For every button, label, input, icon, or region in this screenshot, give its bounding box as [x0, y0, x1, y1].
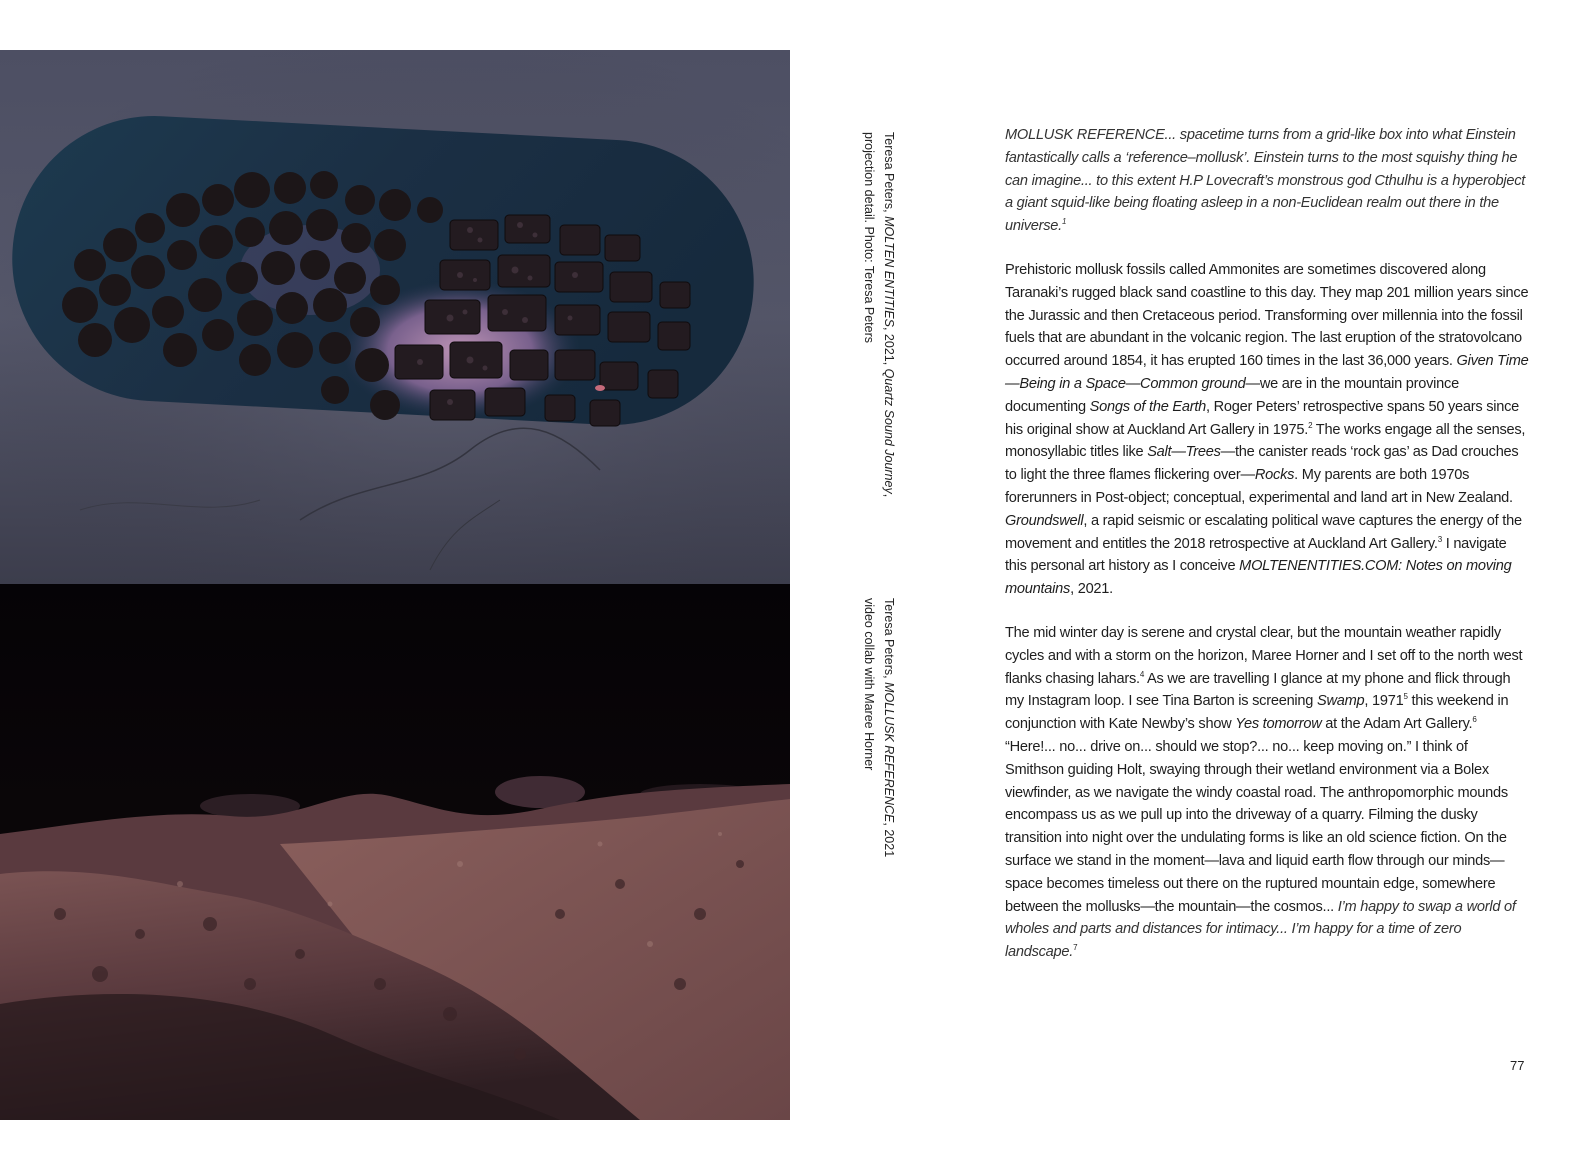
italic-run: I’m happy to swap a world of wholes and parts and distances for intimacy... I’m happy for a time of zero landscape.	[1005, 898, 1516, 961]
quote-text: MOLLUSK REFERENCE... spacetime turns from a grid-like box into what Einstein fantastically calls a ‘reference–mollusk’. Einstein turns to the most squishy thing he can imagine... to this extent H.P Lovecraft’s monstrous god Cthulhu is a hyperobject a giant squid-like being floating asleep in a non-Euclidean realm out there in the universe.	[1005, 127, 1526, 235]
text-run: Prehistoric mollusk fossils called Ammonites are sometimes discovered along Taranaki’s rugged black sand coastline to this day. They map 201 million years since the Jurassic and then Cretaceous period. Transforming over millennia into the fossil fuels that are abundant in the volcanic region. The last eruption of the stratovolcano occurred around 1854, it has erupted 160 times in the last 36,000 years.	[1005, 261, 1529, 370]
text-run: “Here!... no... drive on... should we stop?... no... keep moving on.” I think of Smithson guiding Holt, swaying through their wetland environment via a Bolex viewfinder, as we navigate the windy coastal road. The anthropomorphic mounds encompass us as we pull up into the driveway of a quarry. Filming the dusky transition into night over the undulating forms is like an old science fiction. On the surface we stand in the moment—lava and liquid earth flow through our minds—space becomes timeless out there on the ruptured mountain edge, somewhere between the mollusks—the mountain—the cosmos...	[1005, 738, 1508, 915]
italic-run: Rocks	[1254, 467, 1295, 484]
footnote-ref: 3	[1437, 534, 1442, 544]
caption-text: , 2021	[882, 822, 896, 858]
footnote-ref: 5	[1403, 692, 1408, 702]
caption-molten-entities	[859, 132, 899, 497]
caption-title: Quartz Sound Journey	[882, 368, 896, 494]
caption-text: Teresa Peters,	[882, 132, 896, 217]
text-run: this weekend in conjunction with Kate Newby’s show	[1005, 693, 1509, 733]
molten-entities-image	[0, 50, 790, 584]
caption-title: MOLLUSK REFERENCE	[882, 682, 896, 823]
footnote-ref: 1	[1061, 217, 1067, 227]
italic-run: Swamp	[1316, 693, 1365, 710]
text-run: , a rapid seismic or escalating political wave captures the energy of the movement and entitles the 2018 retrospective at Auckland Art Gallery.	[1005, 512, 1522, 552]
italic-run: Salt—Trees	[1147, 444, 1221, 461]
footnote-ref: 6	[1472, 715, 1477, 725]
text-run: . My parents are both 1970s forerunners in Post-object; conceptual, experimental and land art in New Zealand.	[1005, 467, 1513, 506]
italic-run: MOLTENENTITIES.COM: Notes on moving mountains	[1005, 558, 1512, 598]
italic-run: Groundswell	[1005, 512, 1084, 529]
text-run: The mid winter day is serene and crystal clear, but the mountain weather rapidly cycles and with a storm on the horizon, Maree Horner and I set off to the north west flanks chasing lahars.	[1005, 624, 1523, 687]
text-run: , Roger Peters’ retrospective spans 50 years since his original show at Auckland Art Gallery in 1975.	[1005, 398, 1520, 438]
text-run: As we are travelling I glance at my phone and flick through my Instagram loop. I see Tina Barton is screening	[1005, 670, 1511, 710]
text-run: , 2021.	[1070, 581, 1113, 598]
italic-run: Songs of the Earth	[1089, 398, 1207, 415]
article-body	[1005, 124, 1530, 985]
mollusk-reference-image	[0, 584, 790, 1120]
photo-molten-entities	[0, 50, 790, 584]
photo-mollusk-reference	[0, 584, 790, 1120]
caption-text: , 2021,	[882, 326, 896, 369]
footnote-ref: 4	[1139, 669, 1145, 679]
caption-text: ,	[882, 493, 896, 498]
paragraph-mid-winter	[1005, 622, 1530, 964]
italic-run: Yes tomorrow	[1235, 716, 1322, 733]
caption-title: MOLTEN ENTITIES	[882, 216, 896, 327]
paragraph-ammonites	[1005, 259, 1530, 601]
caption-text: Teresa Peters,	[882, 598, 896, 683]
text-run: at the Adam Art Gallery.	[1321, 716, 1473, 733]
footnote-ref: 2	[1308, 420, 1313, 430]
text-run: , 1971	[1364, 693, 1404, 710]
italic-run: Given Time—Being in a Space—Common ground	[1005, 353, 1529, 392]
text-run: I navigate this personal art history as I conceive	[1005, 535, 1507, 575]
caption-mollusk-reference	[859, 598, 899, 857]
caption-credit: video collab with Maree Horner	[862, 598, 876, 771]
text-run: —the canister reads ‘rock gas’ as Dad crouches to light the three flames flickering over—	[1005, 444, 1519, 484]
footnote-ref: 7	[1073, 943, 1078, 953]
text-run: The works engage all the senses, monosyllabic titles like	[1005, 421, 1526, 461]
text-run: —we are in the mountain province documenting	[1005, 375, 1459, 415]
page-number: 77	[1510, 1058, 1525, 1073]
opening-quote	[1005, 124, 1530, 238]
caption-credit: projection detail. Photo: Teresa Peters	[862, 132, 876, 344]
